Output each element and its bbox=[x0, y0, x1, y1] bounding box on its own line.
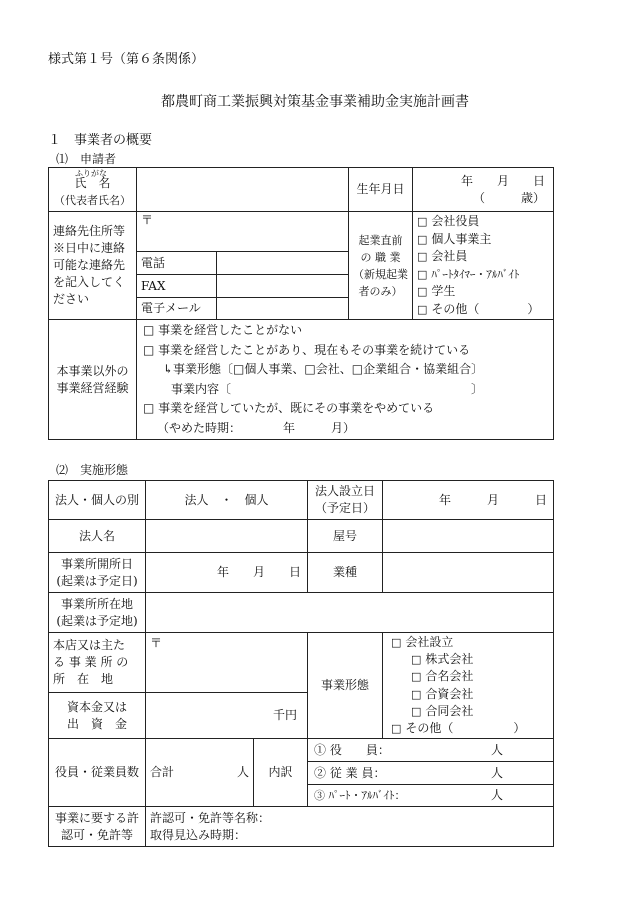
establish-date-input[interactable]: 年 月 日 bbox=[383, 481, 554, 520]
open-date-label: 事業所開所日 (起業は予定日) bbox=[49, 553, 146, 593]
exp-none[interactable]: □ 事業を経営したことがない bbox=[143, 323, 303, 337]
type-label: 法人・個人の別 bbox=[49, 481, 146, 520]
form-option-gomei[interactable]: □ 合名会社 bbox=[411, 669, 474, 684]
checkbox-icon[interactable]: □ bbox=[411, 653, 422, 667]
form-option-kabushiki[interactable]: □ 株式会社 bbox=[411, 652, 474, 667]
fax-label: FAX bbox=[137, 275, 217, 298]
checkbox-icon[interactable]: □ bbox=[411, 670, 422, 684]
capital-unit: 千円 bbox=[273, 708, 298, 722]
form-option-goshi[interactable]: □ 合資会社 bbox=[411, 686, 474, 701]
breakdown-label: 内訳 bbox=[254, 739, 308, 807]
phone-input[interactable] bbox=[217, 252, 349, 275]
staff-label: 役員・従業員数 bbox=[49, 739, 146, 807]
exp-past[interactable]: □ 事業を経営していたが、既にその事業をやめている bbox=[143, 401, 435, 415]
staff-total-input[interactable] bbox=[146, 739, 254, 807]
open-date-input[interactable]: 年 月 日 bbox=[146, 553, 308, 593]
checkbox-icon[interactable]: □ bbox=[411, 704, 422, 718]
job-option-employee[interactable]: □ 会社員 bbox=[417, 249, 468, 263]
job-label: 起業直前 の 職 業 （新規起業 者のみ） bbox=[349, 212, 413, 320]
breakdown-officers-input[interactable]: ① 役 員： 人 bbox=[308, 739, 554, 762]
job-options bbox=[413, 212, 554, 320]
email-input[interactable] bbox=[217, 298, 349, 320]
exp-current[interactable]: □ 事業を経営したことがあり、現在もその事業を続けている bbox=[143, 342, 471, 357]
exp-end-date[interactable]: （やめた時期： 年 月） bbox=[157, 420, 356, 435]
page-title: 都農町商工業振興対策基金事業補助金実施計画書 bbox=[161, 94, 469, 110]
permit-input[interactable] bbox=[146, 807, 554, 847]
establish-label: 法人設立日 （予定日） bbox=[308, 481, 383, 520]
job-option-student[interactable]: □ 学生 bbox=[417, 284, 456, 298]
corp-name-input[interactable] bbox=[146, 520, 308, 553]
trade-name-input[interactable] bbox=[383, 520, 554, 553]
corp-name-label: 法人名 bbox=[49, 520, 146, 553]
hq-input[interactable] bbox=[146, 633, 308, 693]
phone-label: 電話 bbox=[137, 252, 217, 275]
checkbox-icon[interactable]: □ bbox=[391, 721, 402, 735]
permit-date-line: 取得見込み時期： bbox=[150, 827, 247, 842]
permit-label: 事業に要する許 認可・免許等 bbox=[49, 807, 146, 847]
section2-sub-heading: ⑵ 実施形態 bbox=[56, 463, 129, 477]
name-sub-label: （代表者氏名） bbox=[54, 193, 131, 207]
checkbox-icon[interactable]: □ bbox=[417, 250, 428, 263]
form-options bbox=[383, 633, 554, 739]
fax-input[interactable] bbox=[217, 275, 349, 298]
checkbox-icon[interactable]: □ bbox=[411, 687, 422, 701]
location-input[interactable] bbox=[146, 593, 554, 633]
furigana-label: ふりがな bbox=[75, 169, 107, 178]
exp-business-type[interactable]: ↳事業形態〔□個人事業、□会社、□企業組合・協業組合〕 bbox=[163, 362, 484, 376]
email-label: 電子メール bbox=[137, 298, 217, 320]
breakdown-parttime-input[interactable]: ③ ﾊﾟｰﾄ・ｱﾙﾊﾞｲﾄ： 人 bbox=[308, 785, 554, 807]
industry-input[interactable] bbox=[383, 553, 554, 593]
age-value: （ 歳） bbox=[472, 190, 545, 205]
address-input[interactable] bbox=[137, 212, 349, 252]
contact-label: 連絡先住所等 ※日中に連絡 可能な連絡先 を記入してく ださい bbox=[49, 212, 137, 320]
total-label: 合計 bbox=[150, 765, 175, 779]
birth-date-value: 年 月 日 bbox=[460, 173, 545, 188]
birth-label: 生年月日 bbox=[349, 168, 413, 212]
experience-options bbox=[137, 320, 554, 440]
checkbox-icon[interactable]: □ bbox=[417, 285, 428, 298]
job-option-other[interactable]: □ その他（ ） bbox=[417, 301, 540, 316]
form-label: 事業形態 bbox=[308, 633, 383, 739]
applicant-table bbox=[48, 167, 554, 440]
location-label: 事業所所在地 (起業は予定地) bbox=[49, 593, 146, 633]
permit-name-line: 許認可・免許等名称： bbox=[150, 810, 271, 825]
job-option-sole-proprietor[interactable]: □ 個人事業主 bbox=[417, 231, 492, 246]
birth-date-input[interactable] bbox=[413, 168, 554, 212]
section1-heading: １ 事業者の概要 bbox=[48, 133, 153, 148]
form-option-godo[interactable]: □ 合同会社 bbox=[411, 703, 474, 718]
implementation-table bbox=[48, 480, 554, 847]
breakdown-employees-input[interactable]: ② 従 業 員： 人 bbox=[308, 762, 554, 785]
hq-label: 本店又は主た る 事 業 所 の 所 在 地 bbox=[49, 633, 146, 693]
section1-sub-heading: ⑴ 申請者 bbox=[56, 152, 117, 166]
form-option-company[interactable]: □ 会社設立 bbox=[391, 634, 454, 649]
name-input[interactable] bbox=[137, 168, 349, 212]
form-option-other[interactable]: □ その他（ ） bbox=[391, 720, 526, 735]
industry-label: 業種 bbox=[308, 553, 383, 593]
name-label: 氏 名 bbox=[74, 175, 111, 190]
checkbox-icon[interactable]: □ bbox=[391, 635, 402, 649]
job-option-part-time[interactable]: □ ﾊﾟｰﾄﾀｲﾏｰ・ｱﾙﾊﾞｲﾄ bbox=[417, 267, 520, 281]
job-option-executive[interactable]: □ 会社役員 bbox=[417, 214, 480, 228]
postal-mark: 〒 bbox=[150, 636, 163, 650]
experience-label: 本事業以外の 事業経営経験 bbox=[49, 320, 137, 440]
checkbox-icon[interactable]: □ bbox=[417, 267, 428, 281]
total-unit: 人 bbox=[236, 765, 249, 779]
type-select[interactable]: 法人 ・ 個人 bbox=[146, 481, 308, 520]
form-number: 様式第１号（第６条関係） bbox=[48, 52, 205, 67]
capital-input[interactable] bbox=[146, 693, 308, 739]
trade-name-label: 屋号 bbox=[308, 520, 383, 553]
checkbox-icon[interactable]: □ bbox=[417, 215, 428, 228]
checkbox-icon[interactable]: □ bbox=[417, 232, 428, 246]
checkbox-icon[interactable]: □ bbox=[417, 302, 428, 316]
name-label-cell bbox=[49, 168, 137, 212]
exp-business-content[interactable]: 事業内容〔 〕 bbox=[171, 381, 484, 396]
postal-mark: 〒 bbox=[141, 213, 154, 227]
capital-label: 資本金又は 出 資 金 bbox=[49, 693, 146, 739]
